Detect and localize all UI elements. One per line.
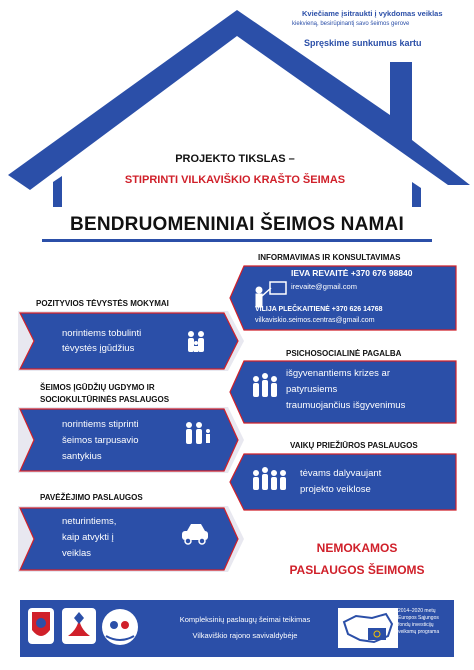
- footer-logos: [28, 606, 148, 650]
- house-wall-right: [412, 182, 421, 207]
- left-panel-3: [18, 506, 244, 572]
- psycho-line-1: išgyvenantiems krizes ar: [286, 368, 391, 379]
- psycho-line-3: traumuojančius išgyvenimus: [286, 400, 406, 411]
- parenting-line-1: norintiems tobulinti: [62, 328, 142, 339]
- transport-line-2: kaip atvykti į: [62, 532, 114, 543]
- childcare-line-1: tėvams dalyvaujant: [300, 468, 382, 479]
- transport-line-1: neturintiems,: [62, 516, 117, 527]
- contact-person-2: VILIJA PLEČKAITIENĖ +370 626 14768: [255, 306, 383, 313]
- footer-line-2: Vilkaviškio rajono savivaldybėje: [192, 631, 298, 640]
- house-wall-left: [53, 176, 62, 207]
- page-title: BENDRUOMENINIAI ŠEIMOS NAMAI: [70, 214, 404, 235]
- section-heading-psychosocial: PSICHOSOCIALINĖ PAGALBA: [286, 349, 402, 358]
- section-heading-transport: PAVĖŽĖJIMO PASLAUGOS: [40, 493, 143, 502]
- section-heading-skills: ŠEIMOS ĮGŪDŽIŲ UGDYMO IR: [40, 383, 155, 392]
- lithuania-map-icon: [338, 608, 398, 648]
- goal-text: STIPRINTI VILKAVIŠKIO KRAŠTO ŠEIMAS: [124, 174, 346, 186]
- skills-line-2: šeimos tarpusavio: [62, 435, 139, 446]
- goal-heading: PROJEKTO TIKSLAS –: [175, 153, 295, 165]
- contact-person-1: IEVA REVAITĖ +370 676 98840: [291, 268, 413, 278]
- section-heading-childcare: VAIKŲ PRIEŽIŪROS PASLAUGOS: [290, 441, 418, 450]
- free-services: [252, 537, 462, 581]
- skills-line-3: santykius: [62, 451, 102, 462]
- title-underline: [42, 239, 432, 242]
- skills-line-1: norintiems stiprinti: [62, 419, 139, 430]
- contact-email-2[interactable]: vilkaviskio.seimos.centras@gmail.com: [255, 317, 375, 324]
- tagline-everyone: kiekvieną, besirūpinantį savo šeimos gerove: [292, 21, 410, 27]
- footer-line-1: Kompleksinių paslaugų šeimai teikimas: [179, 615, 311, 624]
- section-heading-parenting: POZITYVIOS TĖVYSTĖS MOKYMAI: [36, 299, 169, 308]
- psycho-line-2: patyrusiems: [286, 384, 338, 395]
- tagline-invite: Kviečiame įsitraukti į vykdomas veiklas: [302, 9, 443, 18]
- family-badge-icon: [102, 609, 138, 645]
- footer-text: [150, 612, 340, 644]
- contact-email-1[interactable]: irevaite@gmail.com: [291, 282, 357, 291]
- tagline-solve: Spręskime sunkumus kartu: [304, 38, 422, 48]
- childcare-line-2: projekto veiklose: [300, 484, 371, 495]
- free-line-1: NEMOKAMOS: [316, 541, 398, 555]
- section-heading-skills-2: SOCIOKULTŪRINĖS PASLAUGOS: [40, 395, 170, 404]
- coat-of-arms-icon: [28, 608, 54, 644]
- parenting-line-2: tėvystės įgūdžius: [62, 343, 135, 354]
- section-heading-info: INFORMAVIMAS IR KONSULTAVIMAS: [258, 253, 401, 262]
- transport-line-3: veiklas: [62, 548, 92, 559]
- book-logo-icon: [62, 608, 96, 644]
- eu-fund-text: 2014–2020 metų Europos Sąjungos fondų investicijų veiksmų programa: [398, 608, 440, 635]
- free-line-2: PASLAUGOS ŠEIMOMS: [289, 563, 425, 577]
- group-icon: [253, 373, 277, 397]
